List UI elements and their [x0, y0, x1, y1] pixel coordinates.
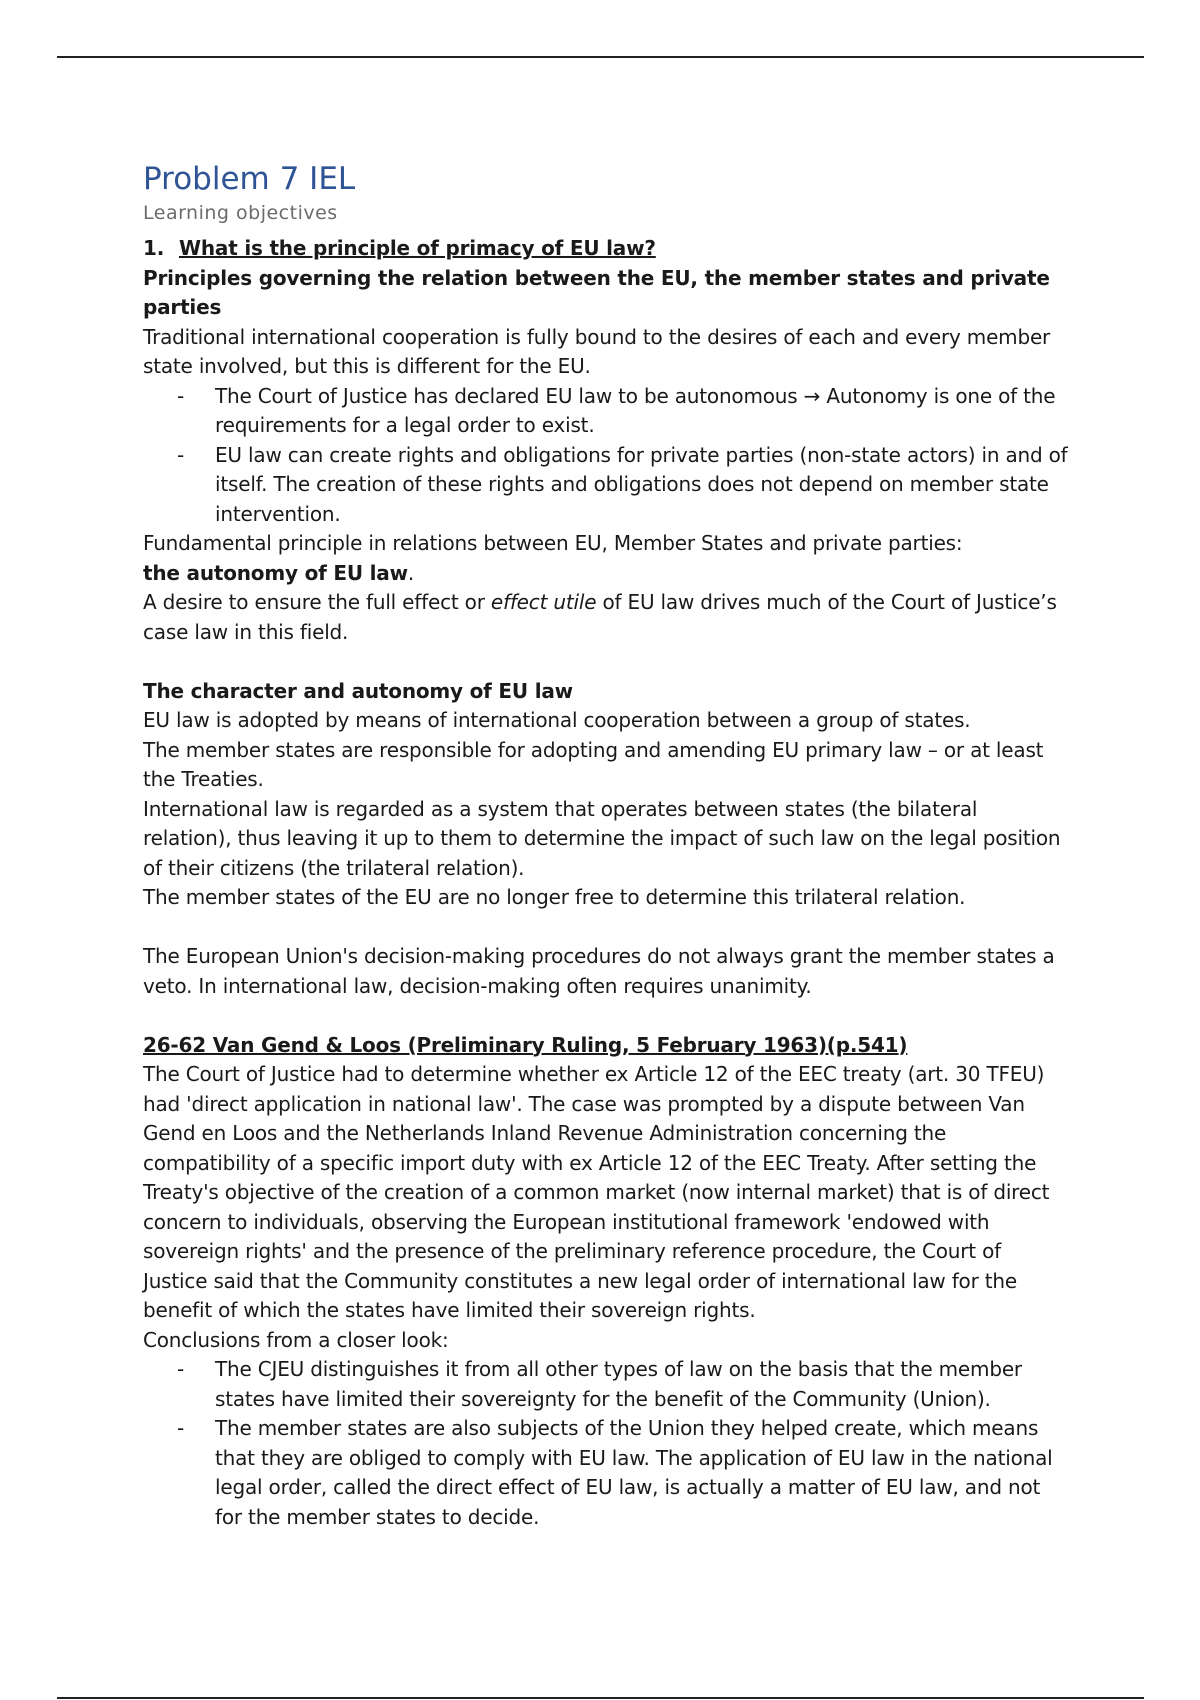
effect-utile-paragraph — [143, 588, 1068, 647]
page-bottom-rule — [57, 1697, 1144, 1699]
bullet-text: The member states are also subjects of the Union they helped create, which means that they are obliged to comply with EU law. The application of EU law in the national legal order, called the direct effect of EU law, is actually a matter of EU law, and not for the member states to decide. — [215, 1416, 1053, 1529]
bullet-marker: - — [177, 383, 185, 408]
section2-heading: The character and autonomy of EU law — [143, 678, 573, 703]
bullet-text: The Court of Justice has declared EU law to be autonomous → Autonomy is one of the requirements for a legal order to exist. — [215, 383, 1056, 437]
spacer — [143, 913, 1068, 943]
case-heading: 26-62 Van Gend & Loos (Preliminary Ruling, 5 February 1963)(p.541) — [143, 1032, 908, 1057]
question-text: What is the principle of primacy of EU law? — [179, 236, 656, 260]
bullet-marker: - — [177, 442, 185, 467]
conclusions-bullet-list — [177, 1355, 1068, 1532]
period: . — [407, 560, 415, 585]
conclusions-label: Conclusions from a closer look: — [143, 1327, 449, 1352]
section1-heading: Principles governing the relation between the EU, the member states and private parties — [143, 265, 1050, 319]
list-item — [177, 1355, 1068, 1414]
section1-bullet-list — [177, 382, 1068, 530]
section1-intro: Traditional international cooperation is fully bound to the desires of each and every member state involved, but this is different for the EU. — [143, 324, 1051, 378]
effect-text-after: of EU law drives much of the Court of Justice’s case law in this field. — [143, 590, 1057, 644]
case-summary: The Court of Justice had to determine whether ex Article 12 of the EEC treaty (art. 30 TFEU) had 'direct application in national law'. The case was prompted by a dispute between Van Gend en Loos and the Netherlands Inland Revenue Administration concerning the compatibility of a specific import duty with ex Article 12 of the EEC Treaty. After setting the Treaty's objective of the creation of a common market (now internal market) that is of direct concern to individuals, observing the European institutional framework 'endowed with sovereign rights' and the presence of the preliminary reference procedure, the Court of Justice said that the Community constitutes a new legal order of international law for the benefit of which the states have limited their sovereign rights. — [143, 1062, 1050, 1322]
fundamental-principle-statement — [143, 559, 1068, 589]
list-item — [177, 382, 1068, 441]
page-top-rule — [57, 56, 1144, 58]
spacer — [143, 647, 1068, 677]
spacer — [143, 1001, 1068, 1031]
section2-paragraph: International law is regarded as a system that operates between states (the bilateral relation), thus leaving it up to them to determine the impact of such law on the legal position of their citizens (the trilateral relation). — [143, 796, 1061, 880]
decision-making-paragraph: The European Union's decision-making procedures do not always grant the member states a veto. In international law, decision-making often requires unanimity. — [143, 944, 1055, 998]
autonomy-bold: the autonomy of EU law — [143, 560, 408, 585]
fundamental-principle-line: Fundamental principle in relations between EU, Member States and private parties: — [143, 531, 963, 555]
bullet-marker: - — [177, 1416, 185, 1440]
document-subtitle: Learning objectives — [143, 202, 338, 224]
document-title: Problem 7 IEL — [143, 161, 356, 197]
section2-paragraph: The member states are responsible for adopting and amending EU primary law – or at least the Treaties. — [143, 737, 1044, 791]
effect-utile-italic: effect utile — [490, 590, 597, 614]
section2-paragraph: The member states of the EU are no longer free to determine this trilateral relation. — [143, 885, 966, 909]
question-heading — [143, 234, 1068, 264]
bullet-text: EU law can create rights and obligations for private parties (non-state actors) in and of itself. The creation of these rights and obligations does not depend on member state intervention. — [215, 442, 1068, 526]
bullet-marker: - — [177, 1357, 185, 1381]
document-body — [143, 160, 1068, 1532]
bullet-text: The CJEU distinguishes it from all other types of law on the basis that the member states have limited their sovereignty for the benefit of the Community (Union). — [215, 1357, 1022, 1411]
effect-text-before: A desire to ensure the full effect or — [143, 590, 491, 614]
section2-paragraph: EU law is adopted by means of international cooperation between a group of states. — [143, 708, 971, 732]
list-item — [177, 441, 1068, 530]
list-item — [177, 1414, 1068, 1532]
question-number: 1. — [143, 236, 165, 260]
